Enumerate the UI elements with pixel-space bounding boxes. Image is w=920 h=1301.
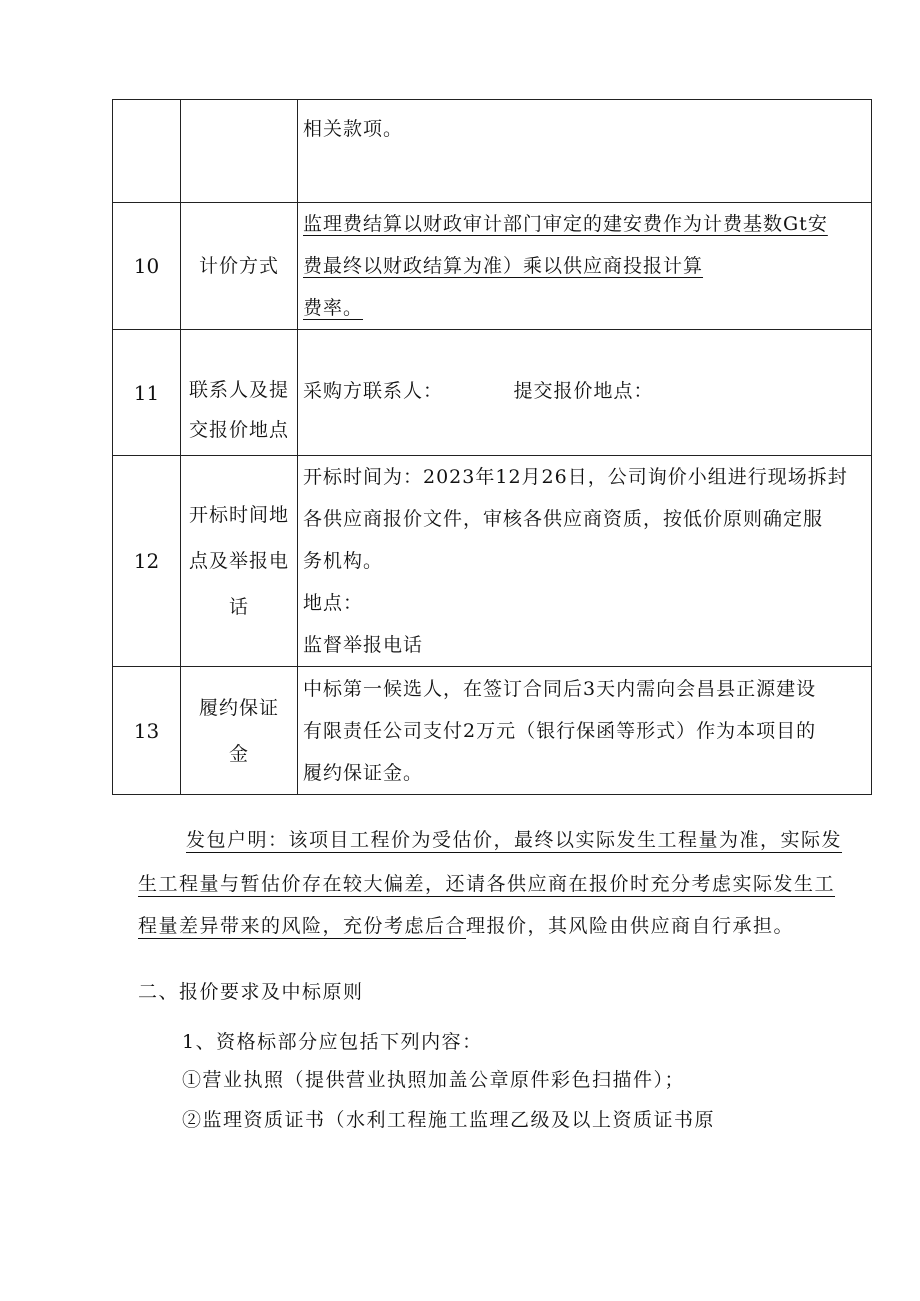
notice-line-3-underlined: 程量差异带来的风险，充份考虑后合	[138, 915, 467, 937]
table-row	[113, 100, 872, 203]
content-line: 费最终以财政结算为准）乘以供应商投报计算	[303, 255, 704, 277]
content-line: 开标时间为：2023年12月26日，公司询价小组进行现场拆封	[303, 466, 848, 488]
table-row	[113, 203, 872, 330]
content-line: 地点：	[303, 592, 364, 614]
content-line: 监督举报电话	[303, 634, 424, 656]
content-line: 各供应商报价文件，审核各供应商资质，按低价原则确定服	[303, 508, 824, 530]
content-line: 监理费结算以财政审计部门审定的建安费作为计费基数Gt安	[303, 213, 828, 235]
notice-line-3-rest: 理报价，其风险由供应商自行承担。	[466, 915, 795, 937]
content-line: 履约保证金。	[303, 761, 424, 784]
row-content	[298, 330, 872, 456]
row-label-line: 联系人及提	[188, 378, 289, 401]
row-number	[113, 100, 181, 203]
list-item: ①营业执照（提供营业执照加盖公章原件彩色扫描件）；	[182, 1069, 686, 1091]
row-label	[181, 667, 298, 795]
row-content	[298, 100, 872, 203]
table-row	[113, 456, 872, 667]
section-heading: 二、报价要求及中标原则	[138, 981, 364, 1003]
list-item: ②监理资质证书（水利工程施工监理乙级及以上资质证书原	[182, 1109, 716, 1131]
row-content	[298, 456, 872, 667]
table-row	[113, 330, 872, 456]
notice-line-2: 生工程量与暂估价存在较大偏差，还请各供应商在报价时充分考虑实际发生工	[138, 873, 836, 895]
row-number: 13	[113, 667, 181, 795]
content-line: 采购方联系人： 提交报价地点：	[303, 380, 654, 402]
table-row	[113, 667, 872, 795]
row-label	[181, 456, 298, 667]
content-line: 有限责任公司支付2万元（银行保函等形式）作为本项目的	[303, 719, 817, 742]
row-label-line: 开标时间地	[188, 504, 289, 526]
content-line: 务机构。	[303, 550, 384, 572]
row-label-line: 交报价地点	[188, 418, 289, 441]
list-item: 1、资格标部分应包括下列内容：	[182, 1031, 483, 1053]
content-line: 相关款项。	[303, 118, 404, 140]
row-label	[181, 100, 298, 203]
notice-line-3	[138, 906, 794, 946]
row-number: 12	[113, 456, 181, 667]
row-content	[298, 667, 872, 795]
row-content	[298, 203, 872, 330]
info-table	[112, 99, 872, 795]
notice-line-1: 发包户明：该项目工程价为受估价，最终以实际发生工程量为准，实际发	[186, 829, 843, 851]
content-line: 中标第一候选人，在签订合同后3天内需向会昌县正源建设	[303, 677, 817, 700]
row-label-line: 金	[228, 742, 249, 765]
row-number: 11	[113, 330, 181, 456]
row-label-line: 计价方式	[198, 255, 279, 277]
row-number: 10	[113, 203, 181, 330]
row-label-line: 履约保证	[198, 696, 279, 719]
row-label	[181, 330, 298, 456]
row-label-line: 话	[228, 596, 249, 618]
row-label-line: 点及举报电	[188, 550, 289, 572]
content-line: 费率。	[303, 297, 364, 319]
row-label	[181, 203, 298, 330]
